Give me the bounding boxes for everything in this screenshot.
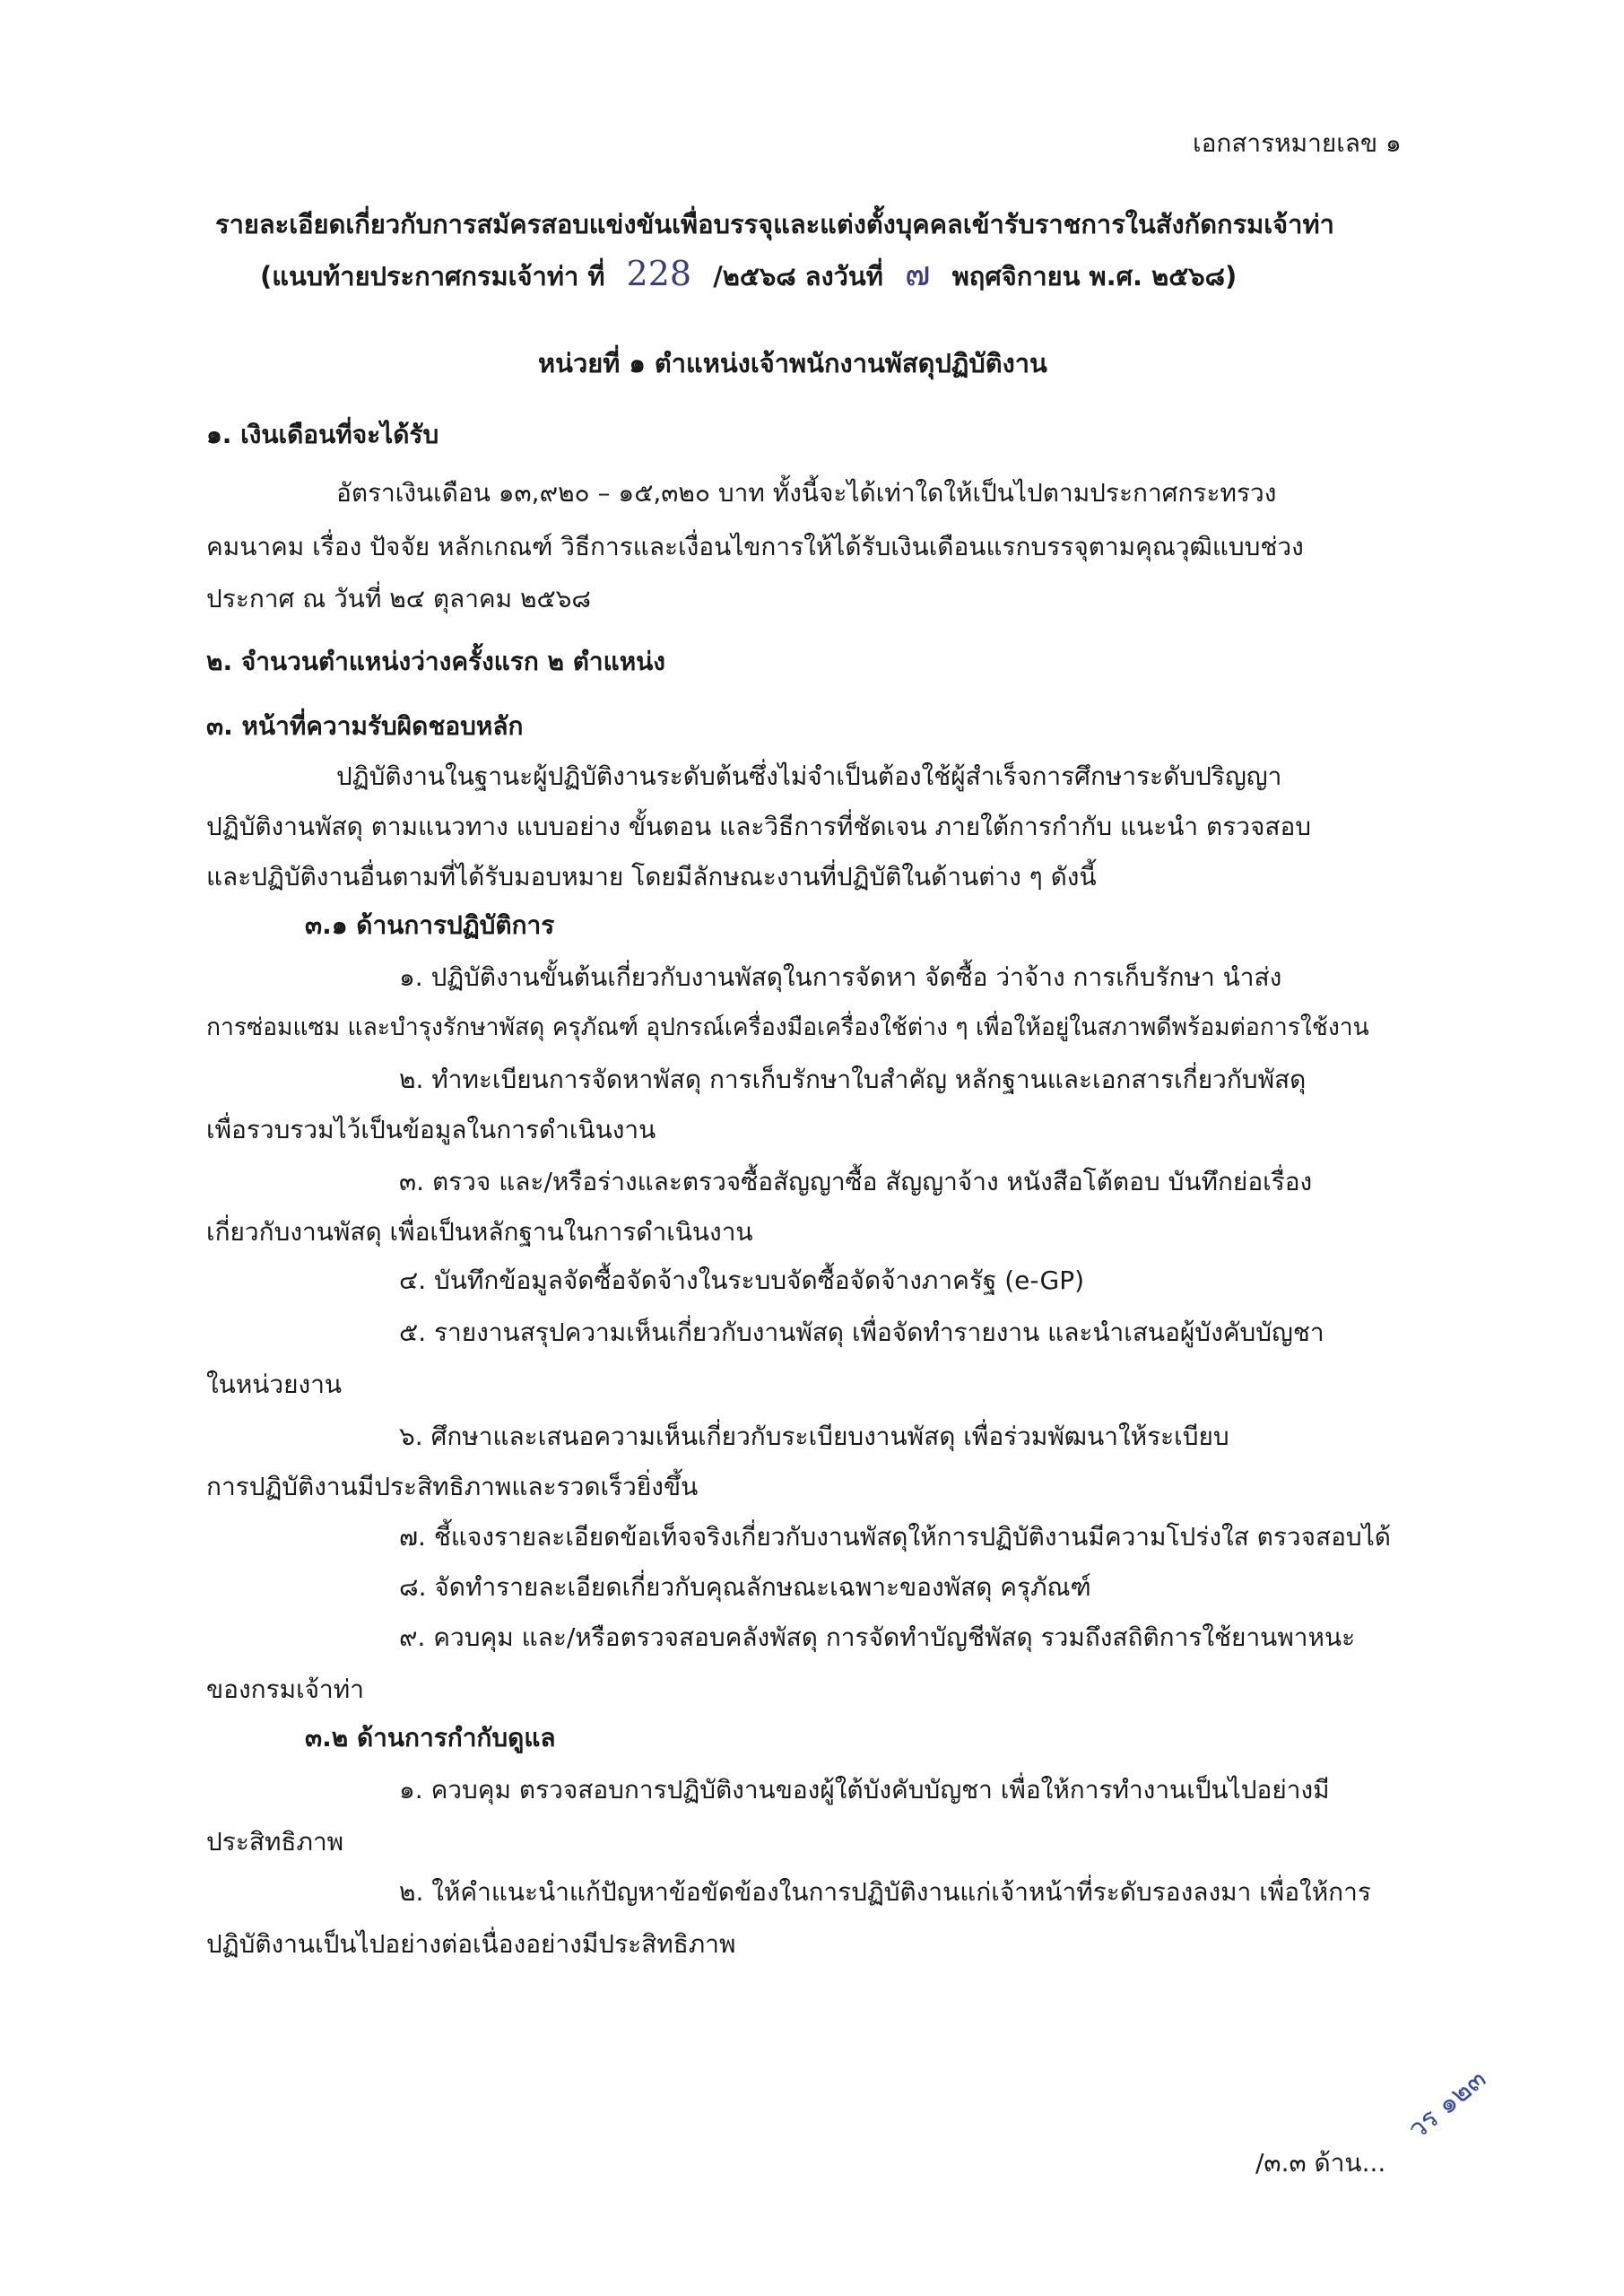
list-item-line: ๒. ทำทะเบียนการจัดหาพัสดุ การเก็บรักษาใบสำคัญ หลักฐานและเอกสารเกี่ยวกับพัสดุ (399, 1065, 1307, 1094)
document-title-line2 (260, 256, 1237, 294)
title-mid: /๒๕๖๘ ลงวันที่ (713, 261, 883, 291)
list-item-line: ๕. รายงานสรุปความเห็นเกี่ยวกับงานพัสดุ เพื่อจัดทำรายงาน และนำเสนอผู้บังคับบัญชา (399, 1318, 1324, 1347)
section2-heading: ๒. จำนวนตำแหน่งว่างครั้งแรก ๒ ตำแหน่ง (206, 647, 665, 676)
section3-heading: ๓. หน้าที่ความรับผิดชอบหลัก (206, 711, 524, 741)
unit-heading: หน่วยที่ ๑ ตำแหน่งเจ้าพนักงานพัสดุปฏิบัติงาน (538, 348, 1047, 378)
section3-intro-line: ปฏิบัติงานในฐานะผู้ปฏิบัติงานระดับต้นซึ่งไม่จำเป็นต้องใช้ผู้สำเร็จการศึกษาระดับปริญญา (336, 761, 1282, 791)
list-item-line: ๑. ควบคุม ตรวจสอบการปฏิบัติงานของผู้ใต้บังคับบัญชา เพื่อให้การทำงานเป็นไปอย่างมี (399, 1775, 1330, 1805)
document-title-line1: รายละเอียดเกี่ยวกับการสมัครสอบแข่งขันเพื่อบรรจุและแต่งตั้งบุคคลเข้ารับราชการในสังกัดกรมเจ้าท่า (215, 209, 1334, 239)
list-item-line: ของกรมเจ้าท่า (206, 1674, 364, 1704)
list-item-line: ๓. ตรวจ และ/หรือร่างและตรวจซื้อสัญญาซื้อ สัญญาจ้าง หนังสือโต้ตอบ บันทึกย่อเรื่อง (399, 1167, 1313, 1196)
list-item-line: การปฏิบัติงานมีประสิทธิภาพและรวดเร็วยิ่งขึ้น (206, 1472, 699, 1501)
list-item-line: ๖. ศึกษาและเสนอความเห็นเกี่ยวกับระเบียบงานพัสดุ เพื่อร่วมพัฒนาให้ระเบียบ (399, 1422, 1229, 1451)
title-suffix: พฤศจิกายน พ.ศ. ๒๕๖๘) (951, 261, 1238, 291)
section1-heading: ๑. เงินเดือนที่จะได้รับ (206, 420, 439, 449)
list-item-line: ประสิทธิภาพ (206, 1827, 344, 1857)
list-item-line: เกี่ยวกับงานพัสดุ เพื่อเป็นหลักฐานในการดำเนินงาน (206, 1217, 753, 1247)
list-item-line: ๘. จัดทำรายละเอียดเกี่ยวกับคุณลักษณะเฉพาะของพัสดุ ครุภัณฑ์ (399, 1572, 1091, 1602)
list-item-line: ปฏิบัติงานเป็นไปอย่างต่อเนื่องอย่างมีประสิทธิภาพ (206, 1929, 736, 1959)
handwritten-signature: วร ๑๒๓ (1402, 2063, 1493, 2146)
subsection-3-1-heading: ๓.๑ ด้านการปฏิบัติการ (305, 910, 555, 940)
list-item-line: ๗. ชี้แจงรายละเอียดข้อเท็จจริงเกี่ยวกับงานพัสดุให้การปฏิบัติงานมีความโปร่งใส ตรวจสอบได้ (399, 1522, 1391, 1552)
list-item-line: การซ่อมแซม และบำรุงรักษาพัสดุ ครุภัณฑ์ อุปกรณ์เครื่องมือเครื่องใช้ต่าง ๆ เพื่อให้อยู่ในสภาพดีพร้อมต่อการใช้งาน (206, 1013, 1369, 1041)
list-item-line: เพื่อรวบรวมไว้เป็นข้อมูลในการดำเนินงาน (206, 1115, 656, 1144)
section1-line: คมนาคม เรื่อง ปัจจัย หลักเกณฑ์ วิธีการและเงื่อนไขการให้ได้รับเงินเดือนแรกบรรจุตามคุณวุฒิแบบช่วง (206, 532, 1304, 561)
section1-line: อัตราเงินเดือน ๑๓,๙๒๐ – ๑๕,๓๒๐ บาท ทั้งนี้จะได้เท่าใดให้เป็นไปตามประกาศกระทรวง (336, 478, 1277, 508)
section3-intro-line: ปฏิบัติงานพัสดุ ตามแนวทาง แบบอย่าง ขั้นตอน และวิธีการที่ชัดเจน ภายใต้การกำกับ แนะนำ ตรวจสอบ (206, 812, 1312, 841)
title-prefix: (แนบท้ายประกาศกรมเจ้าท่า ที่ (260, 261, 605, 291)
handwritten-announcement-number: 228 (626, 254, 692, 293)
list-item-line: ๔. บันทึกข้อมูลจัดซื้อจัดจ้างในระบบจัดซื้อจัดจ้างภาครัฐ (e-GP) (399, 1265, 1085, 1295)
document-number: เอกสารหมายเลข ๑ (1193, 128, 1402, 158)
section3-intro-line: และปฏิบัติงานอื่นตามที่ได้รับมอบหมาย โดยมีลักษณะงานที่ปฏิบัติในด้านต่าง ๆ ดังนี้ (206, 862, 1097, 891)
list-item-line: ๒. ให้คำแนะนำแก้ปัญหาข้อขัดข้องในการปฏิบัติงานแก่เจ้าหน้าที่ระดับรองลงมา เพื่อให้การ (399, 1877, 1371, 1907)
page-continuation: /๓.๓ ด้าน... (1255, 2148, 1386, 2178)
section1-line: ประกาศ ณ วันที่ ๒๔ ตุลาคม ๒๕๖๘ (206, 584, 592, 613)
handwritten-day: ๗ (905, 254, 931, 293)
list-item-line: ๙. ควบคุม และ/หรือตรวจสอบคลังพัสดุ การจัดทำบัญชีพัสดุ รวมถึงสถิติการใช้ยานพาหนะ (399, 1622, 1356, 1652)
subsection-3-2-heading: ๓.๒ ด้านการกำกับดูแล (305, 1723, 556, 1752)
list-item-line: ในหน่วยงาน (206, 1370, 343, 1399)
list-item-line: ๑. ปฏิบัติงานขั้นต้นเกี่ยวกับงานพัสดุในการจัดหา จัดซื้อ ว่าจ้าง การเก็บรักษา นำส่ง (399, 962, 1282, 992)
